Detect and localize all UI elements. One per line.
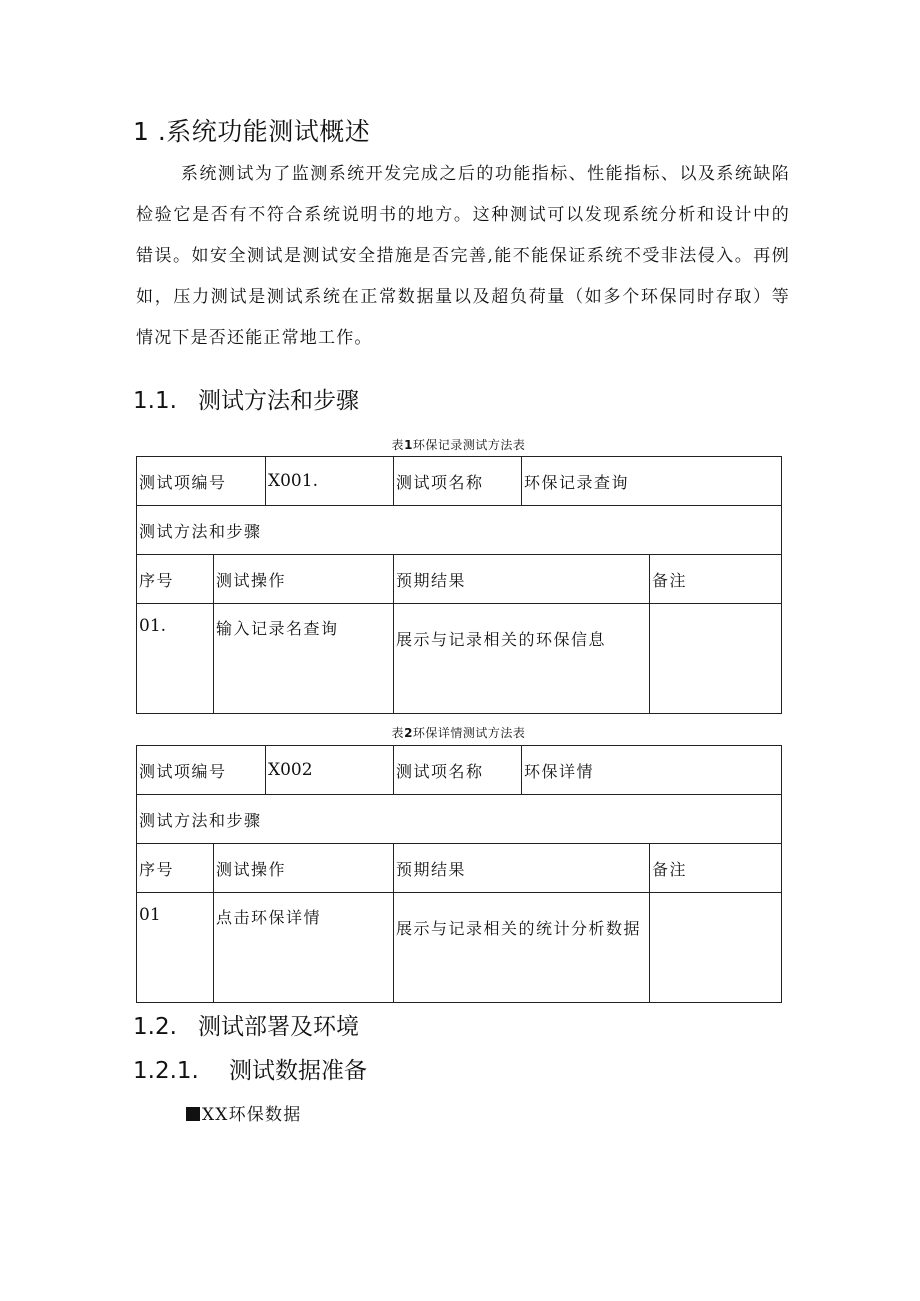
table-1-caption-text: 环保记录测试方法表 <box>412 438 526 452</box>
section-1-2-heading <box>133 1008 359 1041</box>
cell-expected: 展示与记录相关的统计分析数据 <box>394 893 650 1003</box>
table-row <box>137 506 782 555</box>
section-1-1-number: 1.1. <box>133 388 177 414</box>
section-1-heading: 1 .系统功能测试概述 <box>133 117 371 146</box>
table-row <box>137 795 782 844</box>
table-2-caption-prefix: 表 <box>391 726 405 740</box>
cell-expected: 展示与记录相关的环保信息 <box>394 604 650 714</box>
section-1-1-title: 测试方法和步骤 <box>198 388 359 414</box>
test-id-value: X002 <box>266 746 394 795</box>
bullet-item <box>186 1100 301 1125</box>
method-label: 测试方法和步骤 <box>137 506 782 555</box>
column-header-expected: 预期结果 <box>394 555 650 604</box>
cell-note <box>650 604 782 714</box>
table-header-row <box>137 555 782 604</box>
test-name-value: 环保记录查询 <box>522 457 782 506</box>
table-header-row <box>137 844 782 893</box>
table-1-caption-number: 1 <box>404 438 413 452</box>
test-id-label: 测试项编号 <box>137 457 266 506</box>
column-header-expected: 预期结果 <box>394 844 650 893</box>
table-row <box>137 604 782 714</box>
section-1-2-1-heading <box>133 1052 367 1085</box>
column-header-note: 备注 <box>650 555 782 604</box>
section-1-1-heading <box>133 382 359 415</box>
table-2-caption-text: 环保详情测试方法表 <box>412 726 526 740</box>
test-id-label: 测试项编号 <box>137 746 266 795</box>
cell-seq: 01. <box>137 604 214 714</box>
table-row <box>137 457 782 506</box>
test-id-value: X001. <box>266 457 394 506</box>
table-row <box>137 746 782 795</box>
test-name-label: 测试项名称 <box>394 457 522 506</box>
column-header-seq: 序号 <box>137 555 214 604</box>
table-row <box>137 893 782 1003</box>
method-label: 测试方法和步骤 <box>137 795 782 844</box>
table-1-caption <box>136 436 781 453</box>
filled-square-icon <box>186 1107 200 1121</box>
section-1-2-title: 测试部署及环境 <box>198 1014 359 1040</box>
table-2 <box>136 745 782 1003</box>
column-header-op: 测试操作 <box>214 844 394 893</box>
test-name-value: 环保详情 <box>522 746 782 795</box>
column-header-op: 测试操作 <box>214 555 394 604</box>
cell-note <box>650 893 782 1003</box>
section-1-2-number: 1.2. <box>133 1014 177 1040</box>
table-1 <box>136 456 782 714</box>
section-1-2-1-title: 测试数据准备 <box>229 1058 367 1084</box>
table-2-caption <box>136 724 781 741</box>
section-1-2-1-number: 1.2.1. <box>133 1058 199 1084</box>
table-1-caption-prefix: 表 <box>391 438 405 452</box>
column-header-note: 备注 <box>650 844 782 893</box>
column-header-seq: 序号 <box>137 844 214 893</box>
bullet-text: XX环保数据 <box>202 1105 302 1125</box>
table-2-caption-number: 2 <box>404 726 413 740</box>
test-name-label: 测试项名称 <box>394 746 522 795</box>
cell-op: 点击环保详情 <box>214 893 394 1003</box>
section-1-paragraph: 系统测试为了监测系统开发完成之后的功能指标、性能指标、以及系统缺陷检验它是否有不符合系统说明书的地方。这种测试可以发现系统分析和设计中的错误。如安全测试是测试安全措施是否完善,能不能保证系统不受非法侵入。再例如，压力测试是测试系统在正常数据量以及超负荷量（如多个环保同时存取）等情况下是否还能正常地工作。 <box>136 164 790 348</box>
cell-seq: 01 <box>137 893 214 1003</box>
cell-op: 输入记录名查询 <box>214 604 394 714</box>
